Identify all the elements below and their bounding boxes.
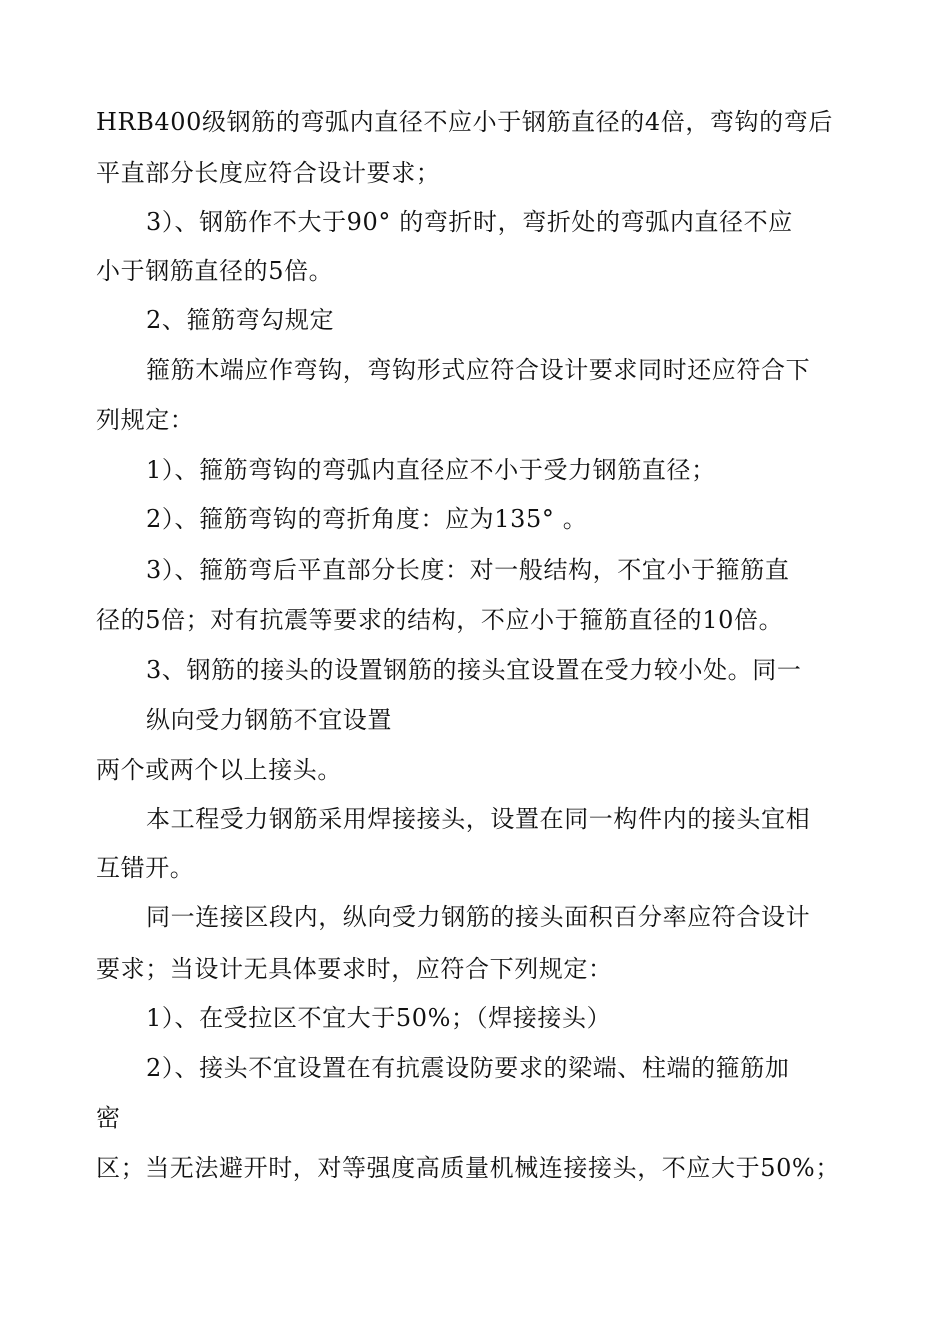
text-line: 纵向受力钢筋不宜设置 [146,706,392,734]
text-line: 区；当无法避开时，对等强度高质量机械连接接头，不应大于50%； [96,1154,840,1182]
text-line: 小于钢筋直径的5倍。 [96,257,334,285]
text-line: 1）、在受拉区不宜大于50%；（焊接接头） [146,1004,612,1032]
text-line: 径的5倍；对有抗震等要求的结构，不应小于箍筋直径的10倍。 [96,606,784,634]
text-line: 本工程受力钢筋采用焊接接头，设置在同一构件内的接头宜相 [146,805,811,833]
text-line: 2）、箍筋弯钩的弯折角度：应为135° 。 [146,505,588,533]
section-heading: 2、箍筋弯勾规定 [146,306,335,334]
text-line: HRB400级钢筋的弯弧内直径不应小于钢筋直径的4倍，弯钩的弯后 [96,108,833,136]
section-heading: 3、钢筋的接头的设置钢筋的接头宜设置在受力较小处。同一 [146,656,802,684]
text-line: 平直部分长度应符合设计要求； [96,159,441,187]
text-line: 互错开。 [96,854,195,882]
text-line: 同一连接区段内，纵向受力钢筋的接头面积百分率应符合设计 [146,903,811,931]
text-line: 3）、钢筋作不大于90° 的弯折时，弯折处的弯弧内直径不应 [146,208,793,236]
text-line: 3）、箍筋弯后平直部分长度：对一般结构，不宜小于箍筋直 [146,556,790,584]
text-line: 1）、箍筋弯钩的弯弧内直径应不小于受力钢筋直径； [146,456,716,484]
text-line: 箍筋木端应作弯钩，弯钩形式应符合设计要求同时还应符合下 [146,356,811,384]
text-line: 列规定： [96,406,195,434]
text-line: 要求；当设计无具体要求时，应符合下列规定： [96,955,613,983]
text-line: 密 [96,1104,121,1132]
text-line: 两个或两个以上接头。 [96,756,342,784]
text-line: 2）、接头不宜设置在有抗震设防要求的梁端、柱端的箍筋加 [146,1054,790,1082]
